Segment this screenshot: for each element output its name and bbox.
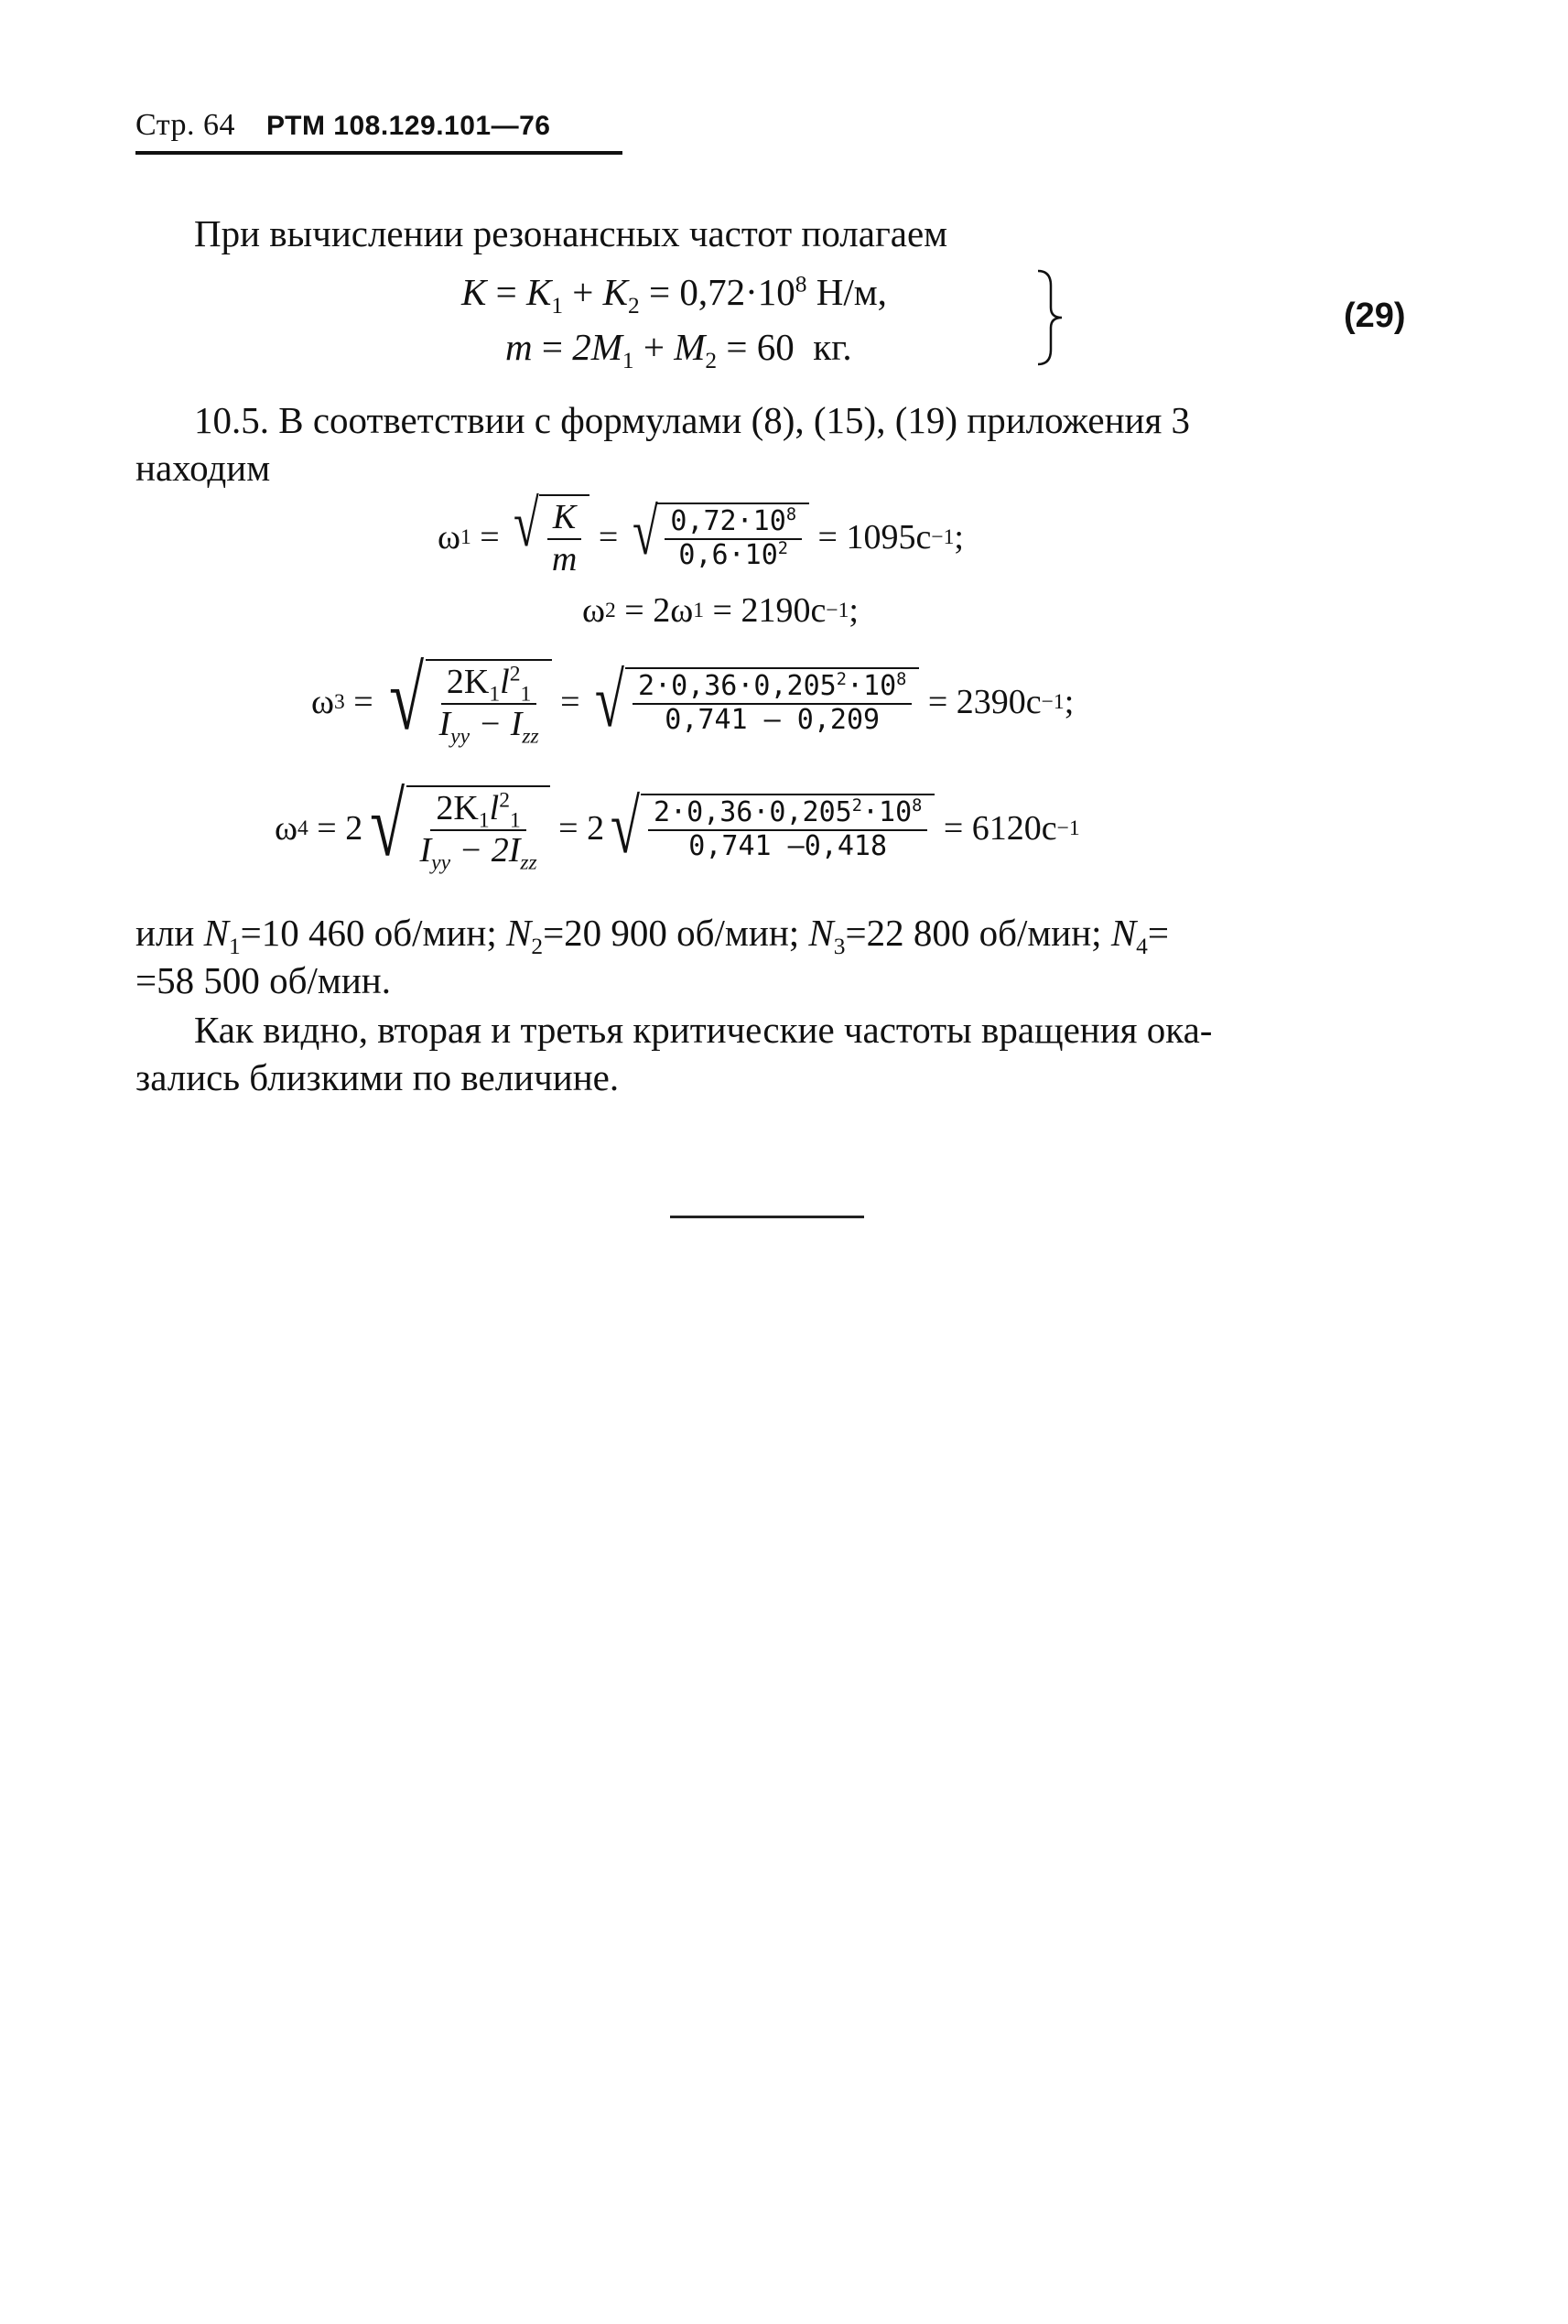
system-line-2: $m = 2M_1 + M_2 = 60$ кг. (505, 326, 852, 374)
formula-omega-3: ω 3 = √ $\frac{2K_1l^2_1}{I_{yy} - I_{zz}}$ = √ $\frac{2\cdot 0,36\cdot 0,205^2\cdot 10^8}{0,741 — 0,209}$ = 2390c −1 ; (311, 649, 1075, 749)
sqrt-omega-4-symbolic: √ $\frac{2K_1l^2_1}{I_{yy} - 2I_{zz}}$ (362, 785, 549, 870)
conclusion-line-1: Как видно, вторая и третья критические частоты вращения ока- (194, 1009, 1213, 1051)
page-header (135, 108, 550, 143)
rpm-line-2: =58 500 об/мин. (135, 959, 391, 1001)
system-brace (1034, 267, 1065, 368)
equation-number-29: (29) (1344, 297, 1406, 335)
sqrt-k-over-m: √ $\frac{K}{m}$ (508, 494, 589, 579)
formula-omega-4: ω 4 = 2 √ $\frac{2K_1l^2_1}{I_{yy} - 2I_{zz}}$ = 2 √ $\frac{2\cdot 0,36\cdot 0,205^2\cdot 10^8}{0,741 —0,418}$ = 6120c −1 (275, 775, 1080, 875)
sqrt-numeric-1: √ $\frac{0,72\cdot 10^8}{0,6\cdot 10^2}$ (627, 503, 809, 571)
sqrt-omega-3-symbolic: √ $\frac{2K_1l^2_1}{I_{yy} - I_{zz}}$ (382, 659, 551, 744)
para-105-line-2: находим (135, 447, 271, 489)
right-brace-icon (1034, 267, 1065, 368)
para-105-line-1: 10.5. В соответствии с формулами (8), (15), (19) приложения 3 (194, 399, 1191, 441)
conclusion-line-2: зались близкими по величине. (135, 1056, 620, 1098)
rpm-line-1: или $N_1=10$ 460 об/мин; $N_2=20$ 900 об/мин; $N_3=22$ 800 об/мин; $N_4=$ (135, 912, 1169, 960)
page-number: Стр. 64 (135, 108, 236, 142)
end-rule (670, 1216, 864, 1218)
formula-omega-2: ω 2 = 2ω 1 = 2190c −1 ; (582, 591, 859, 630)
sqrt-omega-3-numeric: √ $\frac{2\cdot 0,36\cdot 0,205^2\cdot 10^8}{0,741 — 0,209}$ (589, 667, 919, 736)
formula-omega-1: ω 1 = √ $\frac{K}{m}$ = √ $\frac{0,72\cdot 10^8}{0,6\cdot 10^2}$ = 1095c −1 ; (438, 487, 964, 578)
sqrt-omega-4-numeric: √ $\frac{2\cdot 0,36\cdot 0,205^2\cdot 10^8}{0,741 —0,418}$ (604, 794, 935, 862)
header-rule (135, 151, 622, 155)
system-line-1: $K = K_1 + K_2 = 0,72\cdot 10^8$ Н/м, (461, 271, 887, 319)
document-code: РТМ 108.129.101—76 (266, 111, 551, 141)
intro-text: При вычислении резонансных частот полагаем (194, 212, 948, 254)
